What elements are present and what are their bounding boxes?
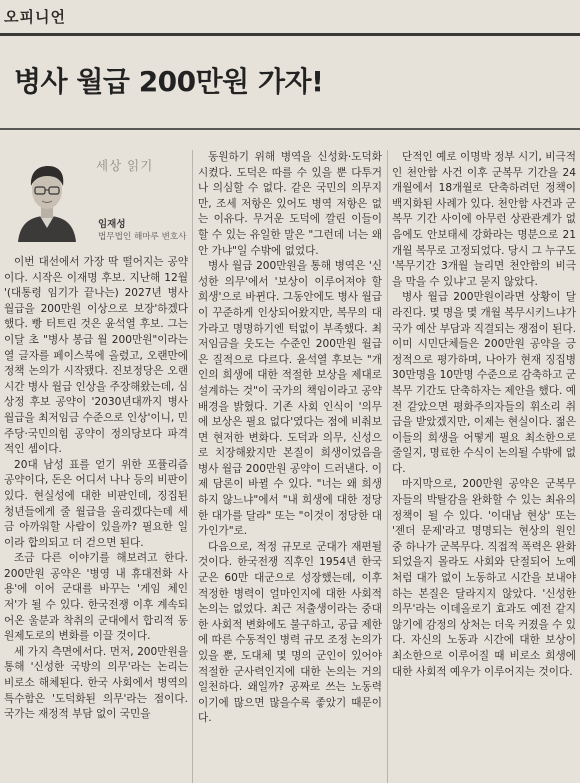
paragraph: 조금 다른 이야기를 해보려고 한다. 200만원 공약은 '병영 내 휴대전화 사용'에 이어 군대를 바꾸는 '게임 체인저'가 될 수 있다. 한국전쟁 이후 계속되어온 울분과 착취의 군대에서 합리적 동원제도로의 변화를 이끌 것이다. xyxy=(4,552,188,643)
paragraph: 세 가지 측면에서다. 먼저, 200만원을 통해 '신성한 국방의 의무'라는 논리는 비로소 해체된다. 한국 사회에서 병역의 특수함은 '도덕화된 의무'라는 점이다. 국가는 재정적 부담 없이 국민을 xyxy=(4,645,188,721)
article-column-2 xyxy=(198,150,382,727)
paragraph: 마지막으로, 200만원 공약은 군복무자들의 박탈감을 완화할 수 있는 최유의 정책이 될 수 있다. '이대남 현상' 또는 '젠더 문제'라고 명명되는 현상의 원인 중 하나가 군복무다. 직접적 폭력은 완화되었을지 몰라도 사회와 단절되어 노예처럼 대가 없이 노동하고 시간을 보내야 하는 본질은 달라지지 않았다. '신성한 의무'라는 이데올로기 효과도 예전 같지 않기에 감정의 상처는 더욱 커졌을 수 있다. 자신의 노동과 시간에 대한 보상이 최소한으로 이루어질 때 비로소 희생에 대한 사회적 예우가 이루어지는 것이다. xyxy=(392,478,576,678)
section-rule xyxy=(0,33,580,36)
headline: 병사 월급 200만원 가자! xyxy=(14,65,324,98)
column-divider xyxy=(192,150,193,783)
byline xyxy=(4,150,188,250)
paragraph: 다음으로, 적정 규모로 군대가 재편될 것이다. 한국전쟁 직후인 1954년 한국군은 60만 대군으로 성장했는데, 이후 적정한 병력이 얼마인지에 대한 사회적 논의는 없었다. 최근 저출생이라는 중대한 사회적 변화에도 불구하고, 공급 제한에 따른 수동적인 병력 규모 조정 논의가 있을 뿐, 도대체 몇 명의 군인이 있어야 적절한 군사력인지에 대한 논의는 거의 일천하다. 왜일까? 공짜로 쓰는 노동력이기에 많으면 많을수록 좋았기 때문이다. xyxy=(198,540,382,725)
paragraph: 병사 월급 200만원을 통해 병역은 '신성한 의무'에서 '보상이 이루어져야 할 희생'으로 바뀐다. 그동안에도 병사 월급이 꾸준하게 인상되어왔지만, 복무의 대가라고 명명하기엔 턱없이 부족했다. 최저임금을 웃도는 수준인 200만원 월급은 질적으로 다르다. 윤석열 후보는 "개인의 희생에 대한 적절한 보상을 제대로 설계하는 것"이 국가의 책임이라고 공약 배경을 밝혔다. 기존 사회 인식이 '의무에 보상은 필요 없다'였다는 점에 비춰보면 현저한 변화다. 도덕과 의무, 신성으로 치장해왔지만 본질이 희생이었음을 병사 월급 200만원 공약이 드러낸다. 이제 담론이 바뀔 수 있다. "너는 왜 희생하지 않느냐"에서 "내 희생에 대한 정당한 대가를 달라" 또는 "이것이 정당한 대가인가"로. xyxy=(198,260,382,538)
column-divider xyxy=(387,150,388,783)
paragraph: 이번 대선에서 가장 딱 떨어지는 공약이다. 시작은 이재명 후보. 지난해 12월 '(대통령 임기가 끝나는) 2027년 병사 월급을 200만원 이상으로 보장'하겠다 했다. 빵 터트린 것은 윤석열 후보. 그는 이달 초 "병사 봉급 월 200만원"이라는 열 글자를 페이스북에 올렸고, 오랜만에 정책 논의가 시작됐다. 진보정당은 오랜 시간 병사 월급 인상을 주장해왔는데, 심상정 후보 공약이 '2030년대까지 병사 월급을 최저임금 수준으로 인상'이니, 민주당·국민의힘 공약이 정의당보다 파격적인 셈이다. xyxy=(4,256,188,456)
paragraph: 동원하기 위해 병역을 신성화·도덕화시켰다. 도덕은 따를 수 있을 뿐 다투거나 의심할 수 없다. 같은 국민의 의무지만, 조세 저항은 있어도 병역 저항은 없는 이유다. 무거운 도덕에 깔린 이들이 할 수 있는 유일한 말은 "그런데 너는 왜 안 가냐"일 수밖에 없었다. xyxy=(198,151,382,257)
author-name: 임재성 xyxy=(98,219,126,230)
author-title: 법무법인 해마루 변호사 xyxy=(98,232,187,242)
author-portrait xyxy=(12,154,82,242)
article-column-1 xyxy=(4,255,188,723)
paragraph: 단적인 예로 이명박 정부 시기, 비극적인 천안함 사건 이후 군복무 기간을 24개월에서 18개월로 단축하려던 정책이 백지화된 사례가 있다. 천안함 사건과 군복무 기간 사이에 아무런 상관관계가 없음에도 안보태세 강화라는 명분으로 21개월 복무로 고정되었다. 당시 그 누구도 '복무기간 3개월 늘리면 천안함의 비극을 막을 수 있냐'고 묻지 않았다. xyxy=(392,151,576,288)
headline-rule xyxy=(0,128,580,130)
column-name: 세상 읽기 xyxy=(96,158,154,173)
paragraph: 병사 월급 200만원이라면 상황이 달라진다. 몇 명을 몇 개월 복무시키느냐가 국가 예산 부담과 직결되는 쟁점이 된다. 이미 시민단체들은 200만원 공약을 긍정적으로 평가하며, 나아가 현재 징집병 30만명을 10만명 수준으로 감축하고 군복무 기간도 단축하자는 제안을 했다. 예전 같았으면 평화주의자들의 휘소리 취급을 받았겠지만, 이제는 현실이다. 젊은이들의 희생을 어떻게 필요 최소한으로 줄일지, 명료한 수식이 논의될 수밖에 없다. xyxy=(392,291,576,475)
section-label: 오피니언 xyxy=(4,8,66,26)
article-column-3 xyxy=(392,150,576,680)
paragraph: 20대 남성 표를 얻기 위한 포퓰리즘 공약이다, 돈은 어디서 나나 등의 비판이 있다. 현실성에 대한 비판인데, 징집된 청년들에게 줄 월급을 올리겠다는데 세금 아까워할 사람이 있을까? 필요한 일이라 합의되고 더 걷으면 된다. xyxy=(4,458,188,549)
